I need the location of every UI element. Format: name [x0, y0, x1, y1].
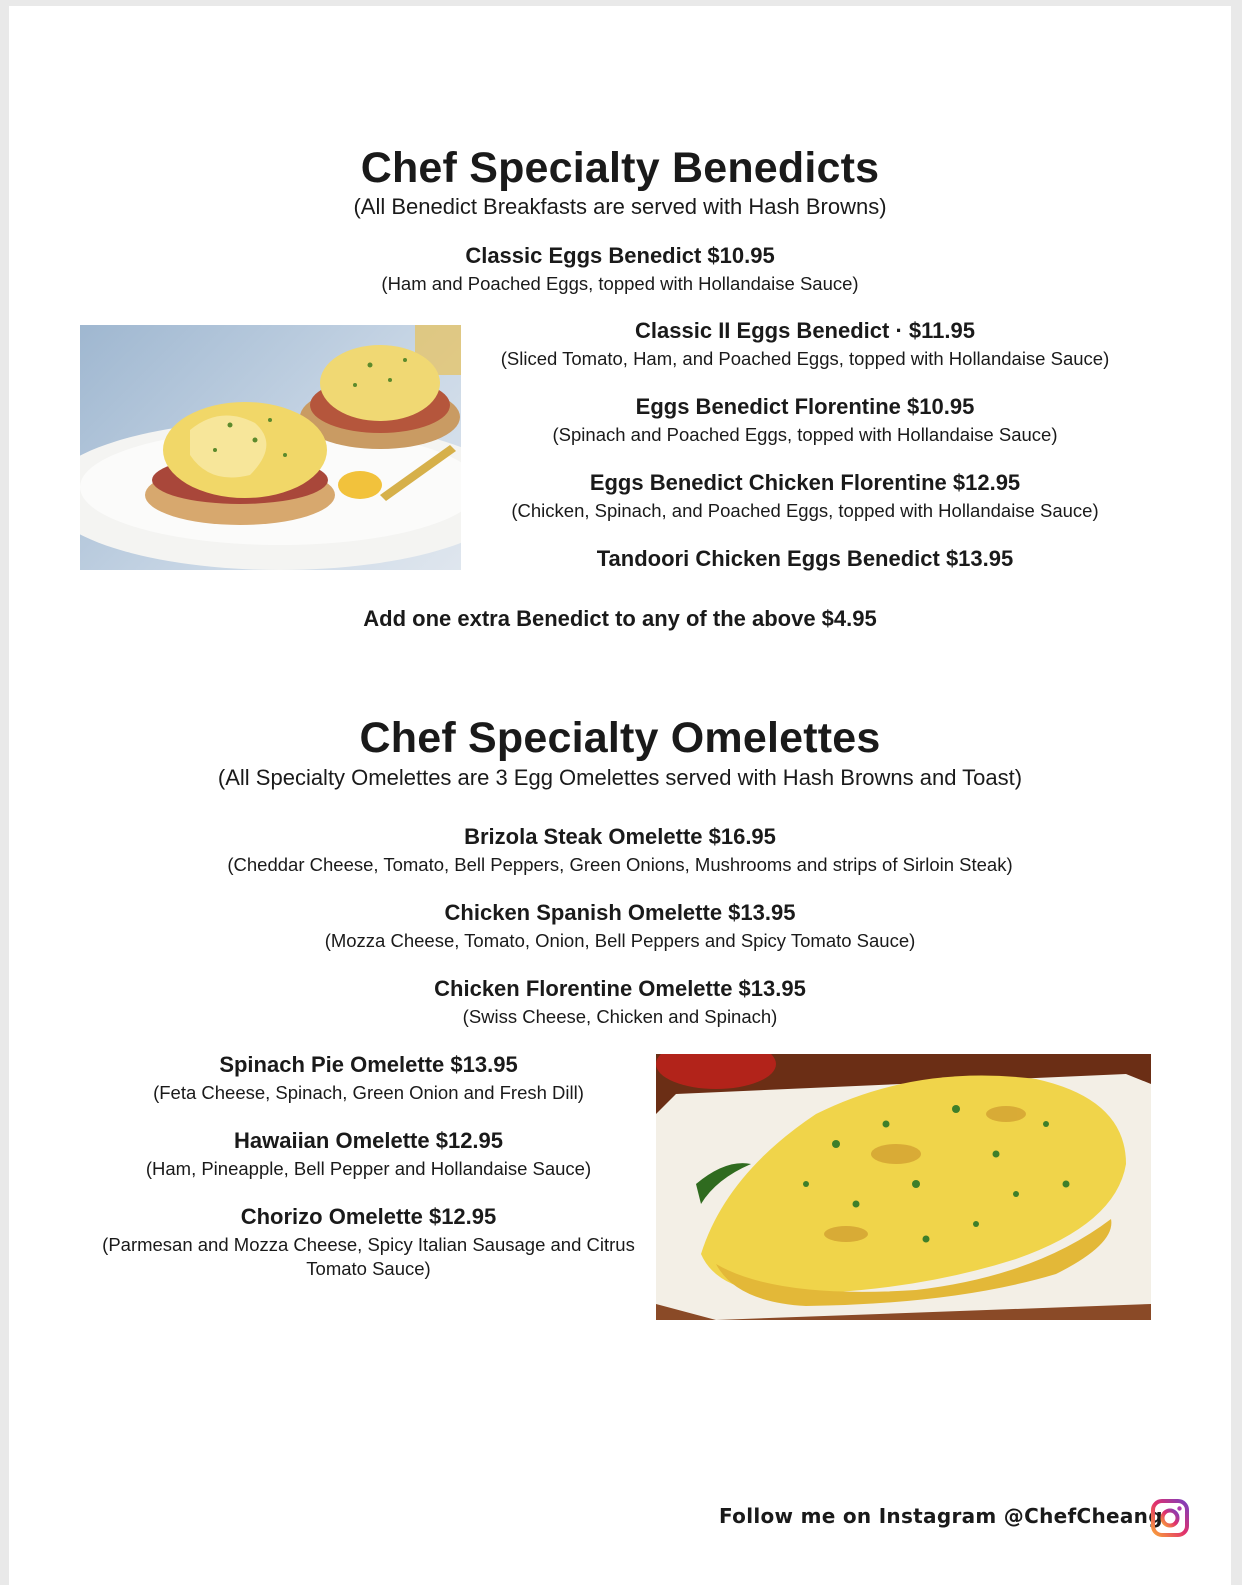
- item-description: (Ham and Poached Eggs, topped with Hollandaise Sauce): [381, 273, 859, 294]
- item-name: Brizola Steak Omelette $16.95: [464, 824, 776, 849]
- item-description: (Ham, Pineapple, Bell Pepper and Hollandaise Sauce): [145, 1158, 592, 1179]
- item-description: (Sliced Tomato, Ham, and Poached Eggs, topped with Hollandaise Sauce): [500, 348, 1110, 369]
- item-description: (Feta Cheese, Spinach, Green Onion and Fresh Dill): [153, 1082, 584, 1103]
- extra-benedict-note: Add one extra Benedict to any of the above $4.95: [363, 606, 877, 631]
- item-description: (Mozza Cheese, Tomato, Onion, Bell Peppers and Spicy Tomato Sauce): [324, 930, 916, 951]
- item-description-line-1: (Parmesan and Mozza Cheese, Spicy Italian Sausage and Citrus: [102, 1234, 635, 1255]
- item-name: Chicken Florentine Omelette $13.95: [434, 976, 806, 1001]
- omelette-photo: [656, 1054, 1151, 1320]
- item-name: Spinach Pie Omelette $13.95: [219, 1052, 518, 1077]
- menu-item: [9, 243, 1231, 295]
- item-name: Classic Eggs Benedict $10.95: [465, 243, 775, 268]
- item-name: Classic II Eggs Benedict · $11.95: [635, 318, 975, 343]
- benedicts-subtitle: (All Benedict Breakfasts are served with Hash Browns): [353, 194, 887, 219]
- item-name: Chorizo Omelette $12.95: [240, 1204, 497, 1229]
- menu-item: [462, 470, 1148, 522]
- menu-item: [9, 824, 1231, 876]
- item-name: Chicken Spanish Omelette $13.95: [444, 900, 796, 925]
- menu-item: [462, 318, 1148, 370]
- menu-item: [9, 900, 1231, 952]
- menu-page: [9, 6, 1231, 1585]
- menu-item: [85, 1128, 652, 1180]
- menu-item: [462, 394, 1148, 446]
- item-name: Eggs Benedict Chicken Florentine $12.95: [589, 470, 1021, 495]
- instagram-icon[interactable]: [1150, 1498, 1190, 1538]
- menu-item: [85, 1052, 652, 1104]
- eggs-benedict-photo: [80, 325, 461, 570]
- item-description: (Swiss Cheese, Chicken and Spinach): [462, 1006, 778, 1027]
- item-name: Tandoori Chicken Eggs Benedict $13.95: [596, 546, 1014, 571]
- instagram-follow-text: Follow me on Instagram @ChefCheang: [719, 1504, 1163, 1528]
- item-description: (Cheddar Cheese, Tomato, Bell Peppers, Green Onions, Mushrooms and strips of Sirloin Steak): [227, 854, 1013, 875]
- menu-item: [462, 546, 1148, 572]
- menu-item: [9, 976, 1231, 1028]
- item-description-line-2: Tomato Sauce): [306, 1258, 431, 1279]
- omelettes-subtitle: (All Specialty Omelettes are 3 Egg Omelettes served with Hash Browns and Toast): [217, 765, 1023, 790]
- benedicts-title: Chef Specialty Benedicts: [360, 144, 880, 192]
- item-name: Eggs Benedict Florentine $10.95: [635, 394, 975, 419]
- item-name: Hawaiian Omelette $12.95: [233, 1128, 504, 1153]
- menu-item: [85, 1204, 652, 1280]
- item-description: (Chicken, Spinach, and Poached Eggs, topped with Hollandaise Sauce): [511, 500, 1099, 521]
- item-description: (Spinach and Poached Eggs, topped with Hollandaise Sauce): [552, 424, 1058, 445]
- omelettes-title: Chef Specialty Omelettes: [359, 714, 881, 762]
